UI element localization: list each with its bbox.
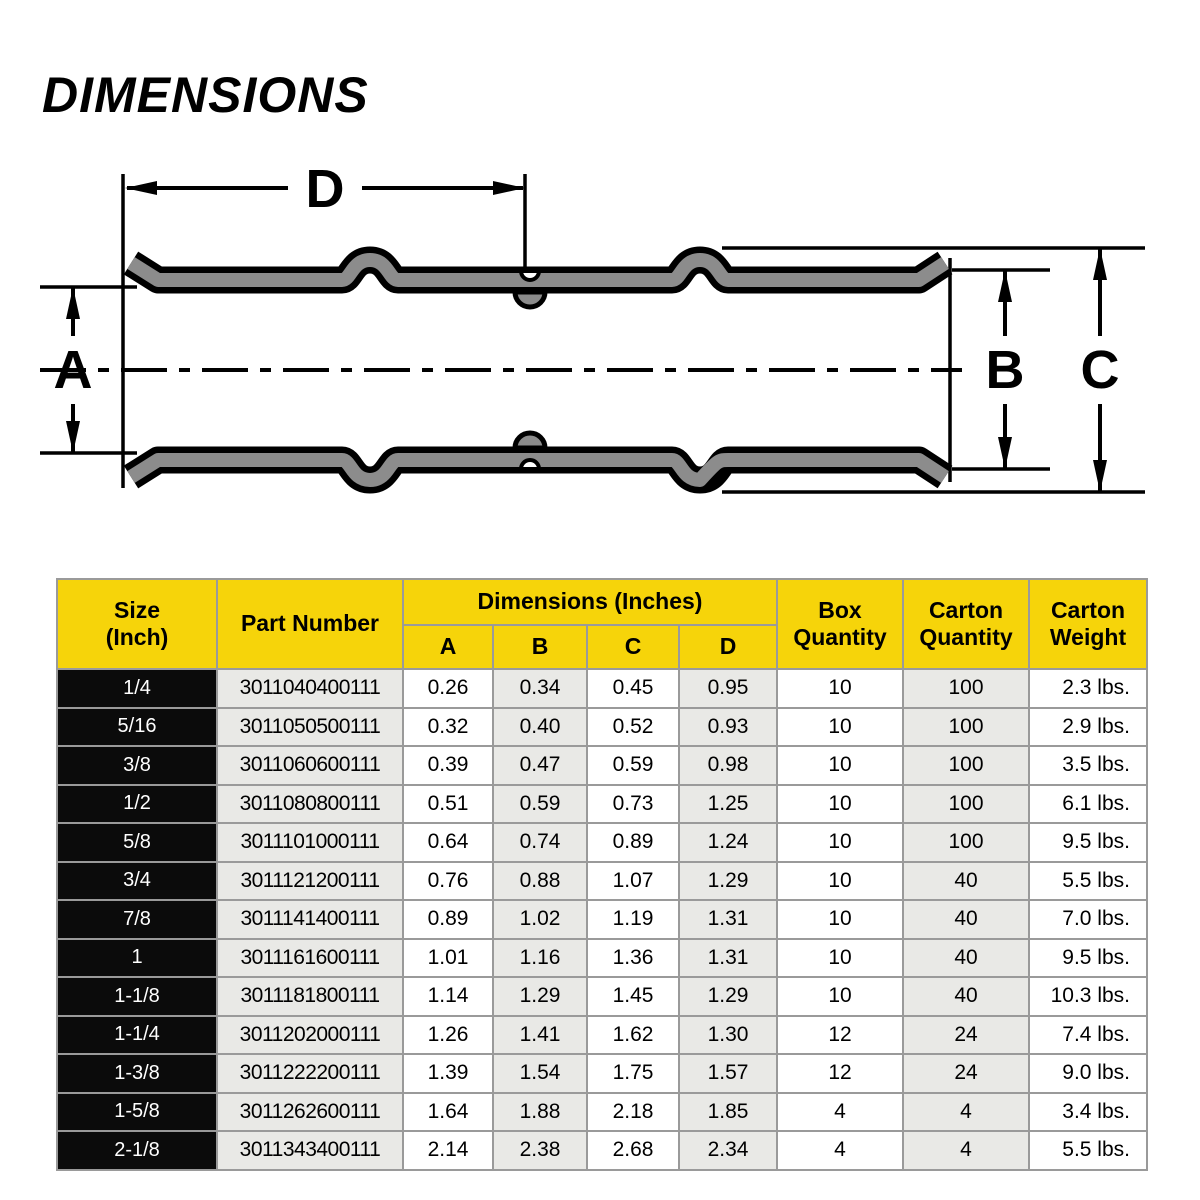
cell-d: 0.93 [679, 708, 777, 747]
header-carton-qty-line2: Quantity [919, 624, 1013, 650]
dim-label-c: C [1080, 340, 1120, 400]
cell-d: 0.98 [679, 746, 777, 785]
cell-size: 1/4 [57, 669, 217, 708]
table-row [57, 669, 1147, 708]
cell-weight: 5.5 lbs. [1029, 1131, 1147, 1170]
table-row [57, 746, 1147, 785]
cell-part: 3011222200111 [217, 1054, 403, 1093]
header-dim-c: C [587, 625, 679, 669]
cell-box: 10 [777, 862, 903, 901]
table-row [57, 1131, 1147, 1170]
cell-part: 3011181800111 [217, 977, 403, 1016]
cell-box: 10 [777, 900, 903, 939]
cell-weight: 9.5 lbs. [1029, 939, 1147, 978]
dimension-a [54, 287, 93, 453]
dim-label-a: A [53, 340, 93, 400]
cell-size: 5/16 [57, 708, 217, 747]
cell-b: 1.16 [493, 939, 587, 978]
cell-carton: 24 [903, 1016, 1029, 1055]
cell-b: 0.88 [493, 862, 587, 901]
cell-c: 1.36 [587, 939, 679, 978]
header-size-line2: (Inch) [105, 624, 169, 650]
table-row [57, 1093, 1147, 1132]
cell-a: 0.39 [403, 746, 493, 785]
spec-table-container [56, 578, 1148, 1171]
cell-weight: 2.9 lbs. [1029, 708, 1147, 747]
cell-part: 3011080800111 [217, 785, 403, 824]
cell-c: 1.07 [587, 862, 679, 901]
cell-size: 7/8 [57, 900, 217, 939]
cell-box: 10 [777, 708, 903, 747]
c-up-arrow-icon [1093, 248, 1107, 280]
cell-a: 0.51 [403, 785, 493, 824]
header-dimensions-group: Dimensions (Inches) [403, 579, 777, 625]
d-right-arrow-icon [493, 181, 525, 195]
coupling-bottom-wall [131, 433, 945, 480]
table-row [57, 1054, 1147, 1093]
cell-d: 1.31 [679, 900, 777, 939]
cell-b: 1.88 [493, 1093, 587, 1132]
cell-size: 1 [57, 939, 217, 978]
cell-a: 0.89 [403, 900, 493, 939]
b-up-arrow-icon [998, 270, 1012, 302]
header-carton-weight [1029, 579, 1147, 669]
dimensions-table [56, 578, 1148, 1171]
header-dim-b: B [493, 625, 587, 669]
cell-carton: 40 [903, 939, 1029, 978]
cell-part: 3011262600111 [217, 1093, 403, 1132]
cell-box: 10 [777, 785, 903, 824]
cell-weight: 9.5 lbs. [1029, 823, 1147, 862]
dimension-c [1081, 248, 1120, 492]
table-body [57, 669, 1147, 1170]
cell-size: 1/2 [57, 785, 217, 824]
top-stop-dimple [515, 292, 545, 307]
cell-carton: 4 [903, 1093, 1029, 1132]
cell-size: 3/8 [57, 746, 217, 785]
cell-weight: 5.5 lbs. [1029, 862, 1147, 901]
cell-d: 1.57 [679, 1054, 777, 1093]
cell-c: 0.59 [587, 746, 679, 785]
coupling-top-wall [131, 260, 945, 307]
cell-b: 0.47 [493, 746, 587, 785]
dimension-b [986, 270, 1025, 469]
cell-carton: 100 [903, 823, 1029, 862]
cell-a: 0.32 [403, 708, 493, 747]
cell-b: 1.02 [493, 900, 587, 939]
table-row [57, 823, 1147, 862]
cell-size: 2-1/8 [57, 1131, 217, 1170]
header-carton-quantity [903, 579, 1029, 669]
cell-a: 0.76 [403, 862, 493, 901]
table-row [57, 977, 1147, 1016]
cell-d: 0.95 [679, 669, 777, 708]
header-size [57, 579, 217, 669]
cell-b: 0.59 [493, 785, 587, 824]
cell-part: 3011343400111 [217, 1131, 403, 1170]
cell-b: 0.74 [493, 823, 587, 862]
cell-part: 3011202000111 [217, 1016, 403, 1055]
header-carton-wt-line2: Weight [1049, 624, 1127, 650]
c-down-arrow-icon [1093, 460, 1107, 492]
cell-box: 10 [777, 823, 903, 862]
a-up-arrow-icon [66, 287, 80, 319]
cell-carton: 100 [903, 785, 1029, 824]
cell-size: 1-1/8 [57, 977, 217, 1016]
cell-a: 1.14 [403, 977, 493, 1016]
cell-b: 2.38 [493, 1131, 587, 1170]
cell-b: 1.54 [493, 1054, 587, 1093]
cell-part: 3011101000111 [217, 823, 403, 862]
header-box-line1: Box [818, 596, 862, 623]
cell-box: 12 [777, 1054, 903, 1093]
table-row [57, 708, 1147, 747]
cell-c: 0.45 [587, 669, 679, 708]
cell-c: 0.52 [587, 708, 679, 747]
cell-d: 1.85 [679, 1093, 777, 1132]
header-carton-wt-line1: Carton [1050, 596, 1126, 623]
cell-c: 0.73 [587, 785, 679, 824]
cell-a: 2.14 [403, 1131, 493, 1170]
d-left-arrow-icon [125, 181, 157, 195]
header-part-number: Part Number [217, 579, 403, 669]
cell-weight: 9.0 lbs. [1029, 1054, 1147, 1093]
cell-box: 10 [777, 669, 903, 708]
cell-c: 1.75 [587, 1054, 679, 1093]
cell-b: 0.40 [493, 708, 587, 747]
header-size-line1: Size [113, 596, 161, 623]
cell-carton: 100 [903, 746, 1029, 785]
cell-b: 1.29 [493, 977, 587, 1016]
cell-box: 10 [777, 977, 903, 1016]
dimension-diagram [0, 140, 1200, 572]
cell-d: 1.29 [679, 862, 777, 901]
cell-c: 0.89 [587, 823, 679, 862]
cell-part: 3011141400111 [217, 900, 403, 939]
header-dim-a: A [403, 625, 493, 669]
cell-box: 12 [777, 1016, 903, 1055]
cell-part: 3011161600111 [217, 939, 403, 978]
cell-box: 10 [777, 939, 903, 978]
cell-d: 1.25 [679, 785, 777, 824]
cell-a: 1.01 [403, 939, 493, 978]
header-dim-d: D [679, 625, 777, 669]
cell-weight: 10.3 lbs. [1029, 977, 1147, 1016]
cell-carton: 40 [903, 900, 1029, 939]
cell-part: 3011121200111 [217, 862, 403, 901]
top-dimple-notch [521, 271, 539, 280]
dim-label-d: D [305, 159, 345, 219]
cell-size: 1-5/8 [57, 1093, 217, 1132]
header-box-line2: Quantity [793, 624, 887, 650]
cell-c: 1.45 [587, 977, 679, 1016]
cell-box: 10 [777, 746, 903, 785]
cell-carton: 24 [903, 1054, 1029, 1093]
cell-carton: 100 [903, 669, 1029, 708]
cell-weight: 2.3 lbs. [1029, 669, 1147, 708]
cell-part: 3011050500111 [217, 708, 403, 747]
cell-d: 1.24 [679, 823, 777, 862]
cell-b: 0.34 [493, 669, 587, 708]
cell-carton: 4 [903, 1131, 1029, 1170]
cell-d: 2.34 [679, 1131, 777, 1170]
cell-d: 1.30 [679, 1016, 777, 1055]
cell-box: 4 [777, 1131, 903, 1170]
cell-c: 2.68 [587, 1131, 679, 1170]
cell-size: 3/4 [57, 862, 217, 901]
cell-carton: 100 [903, 708, 1029, 747]
cell-b: 1.41 [493, 1016, 587, 1055]
cell-weight: 7.0 lbs. [1029, 900, 1147, 939]
table-row [57, 939, 1147, 978]
a-down-arrow-icon [66, 421, 80, 453]
cell-size: 1-1/4 [57, 1016, 217, 1055]
header-carton-qty-line1: Carton [928, 596, 1004, 623]
cell-part: 3011040400111 [217, 669, 403, 708]
table-row [57, 862, 1147, 901]
cell-carton: 40 [903, 862, 1029, 901]
cell-weight: 3.5 lbs. [1029, 746, 1147, 785]
bottom-dimple-notch [521, 460, 539, 469]
page-title: DIMENSIONS [42, 67, 369, 123]
dimension-d [125, 159, 525, 219]
extension-lines [40, 174, 1145, 492]
cell-size: 5/8 [57, 823, 217, 862]
cell-weight: 6.1 lbs. [1029, 785, 1147, 824]
cell-part: 3011060600111 [217, 746, 403, 785]
cell-a: 1.26 [403, 1016, 493, 1055]
cell-c: 1.19 [587, 900, 679, 939]
b-down-arrow-icon [998, 437, 1012, 469]
dim-label-b: B [985, 340, 1025, 400]
bottom-stop-dimple [515, 433, 545, 448]
cell-a: 0.26 [403, 669, 493, 708]
cell-a: 0.64 [403, 823, 493, 862]
header-box-quantity [777, 579, 903, 669]
cell-carton: 40 [903, 977, 1029, 1016]
cell-d: 1.29 [679, 977, 777, 1016]
table-row [57, 1016, 1147, 1055]
table-row [57, 900, 1147, 939]
table-row [57, 785, 1147, 824]
cell-weight: 7.4 lbs. [1029, 1016, 1147, 1055]
cell-size: 1-3/8 [57, 1054, 217, 1093]
cell-c: 2.18 [587, 1093, 679, 1132]
cell-d: 1.31 [679, 939, 777, 978]
cell-a: 1.39 [403, 1054, 493, 1093]
cell-a: 1.64 [403, 1093, 493, 1132]
cell-c: 1.62 [587, 1016, 679, 1055]
cell-box: 4 [777, 1093, 903, 1132]
cell-weight: 3.4 lbs. [1029, 1093, 1147, 1132]
